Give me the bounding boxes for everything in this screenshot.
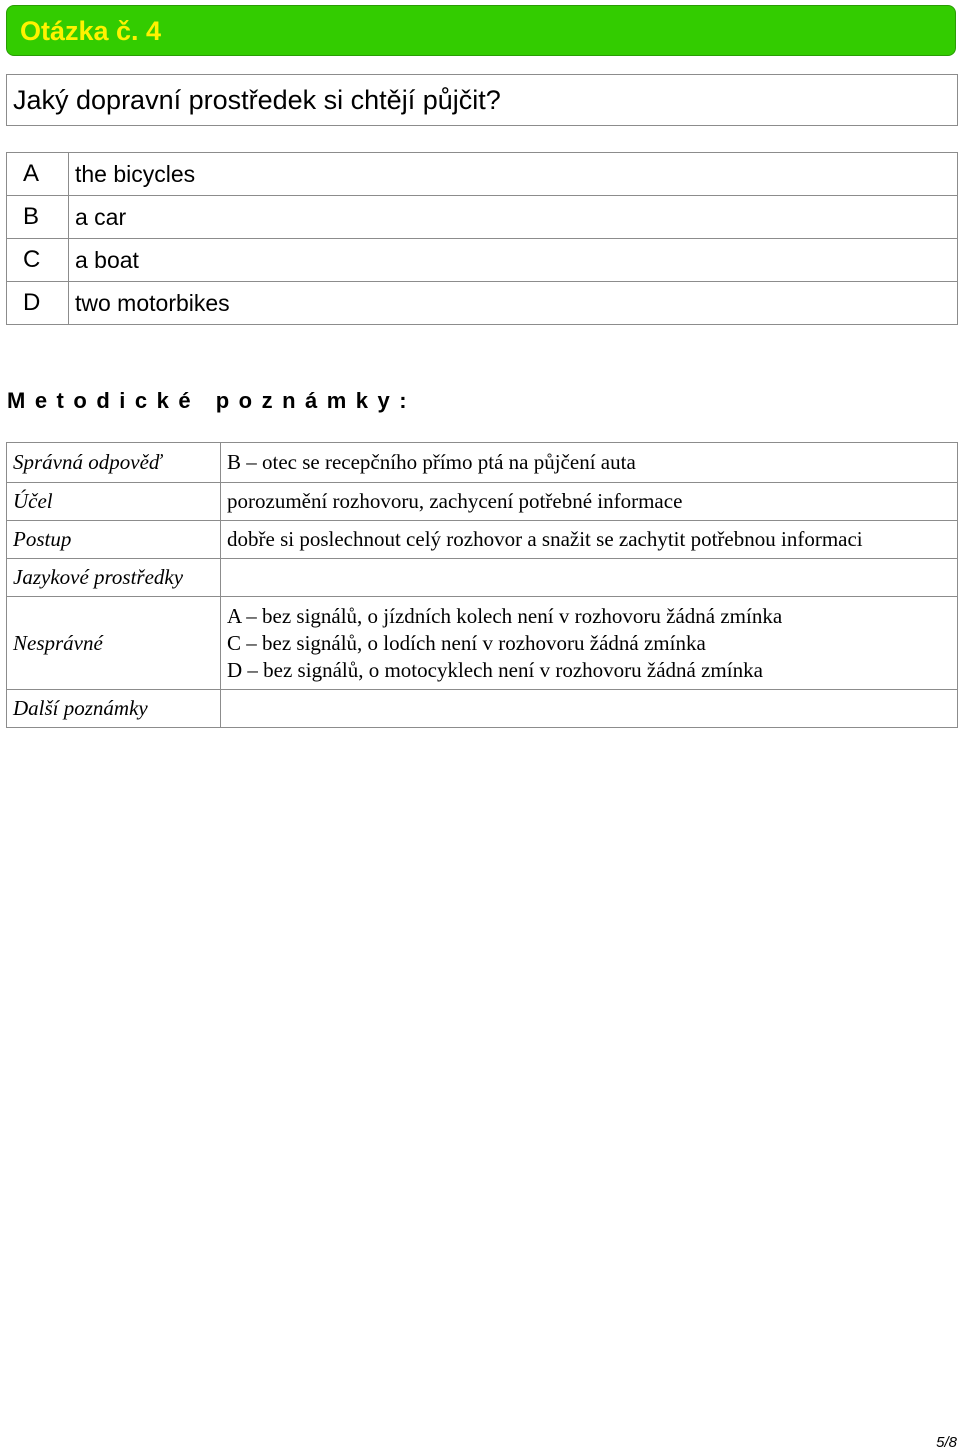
option-letter: B	[7, 196, 69, 239]
option-letter: C	[7, 239, 69, 282]
option-letter: D	[7, 282, 69, 325]
question-number-title: Otázka č. 4	[20, 16, 162, 46]
methodical-notes-table	[6, 442, 958, 728]
option-row	[7, 196, 958, 239]
option-letter: A	[7, 153, 69, 196]
notes-value	[221, 597, 958, 690]
notes-line: B – otec se recepčního přímo ptá na půjčení auta	[227, 450, 636, 474]
option-row	[7, 282, 958, 325]
notes-heading: Metodické poznámky:	[7, 388, 417, 413]
notes-value	[221, 483, 958, 521]
option-text: a car	[69, 196, 958, 239]
option-text: a boat	[69, 239, 958, 282]
notes-label: Postup	[7, 521, 221, 559]
page-number: 5/8	[936, 1434, 957, 1451]
notes-line: dobře si poslechnout celý rozhovor a snažit se zachytit potřebnou informaci	[227, 527, 863, 551]
notes-row	[7, 443, 958, 483]
notes-label: Jazykové prostředky	[7, 559, 221, 597]
notes-label: Správná odpověď	[7, 443, 221, 483]
option-row	[7, 239, 958, 282]
question-text: Jaký dopravní prostředek si chtějí půjčit?	[13, 85, 501, 115]
notes-value	[221, 559, 958, 597]
notes-line: A – bez signálů, o jízdních kolech není v rozhovoru žádná zmínka	[227, 603, 783, 628]
option-text: the bicycles	[69, 153, 958, 196]
answer-options-table	[6, 152, 958, 325]
question-box	[6, 74, 958, 126]
notes-line: porozumění rozhovoru, zachycení potřebné informace	[227, 489, 683, 513]
option-text: two motorbikes	[69, 282, 958, 325]
notes-row	[7, 690, 958, 728]
notes-row	[7, 483, 958, 521]
notes-row	[7, 521, 958, 559]
notes-row	[7, 559, 958, 597]
notes-row	[7, 597, 958, 690]
notes-label: Účel	[7, 483, 221, 521]
question-header	[6, 5, 956, 56]
notes-label: Nesprávné	[7, 597, 221, 690]
notes-line: D – bez signálů, o motocyklech není v rozhovoru žádná zmínka	[227, 657, 763, 682]
option-row	[7, 153, 958, 196]
notes-value	[221, 690, 958, 728]
notes-label: Další poznámky	[7, 690, 221, 728]
notes-value	[221, 443, 958, 483]
notes-value	[221, 521, 958, 559]
notes-line: C – bez signálů, o lodích není v rozhovoru žádná zmínka	[227, 630, 706, 655]
